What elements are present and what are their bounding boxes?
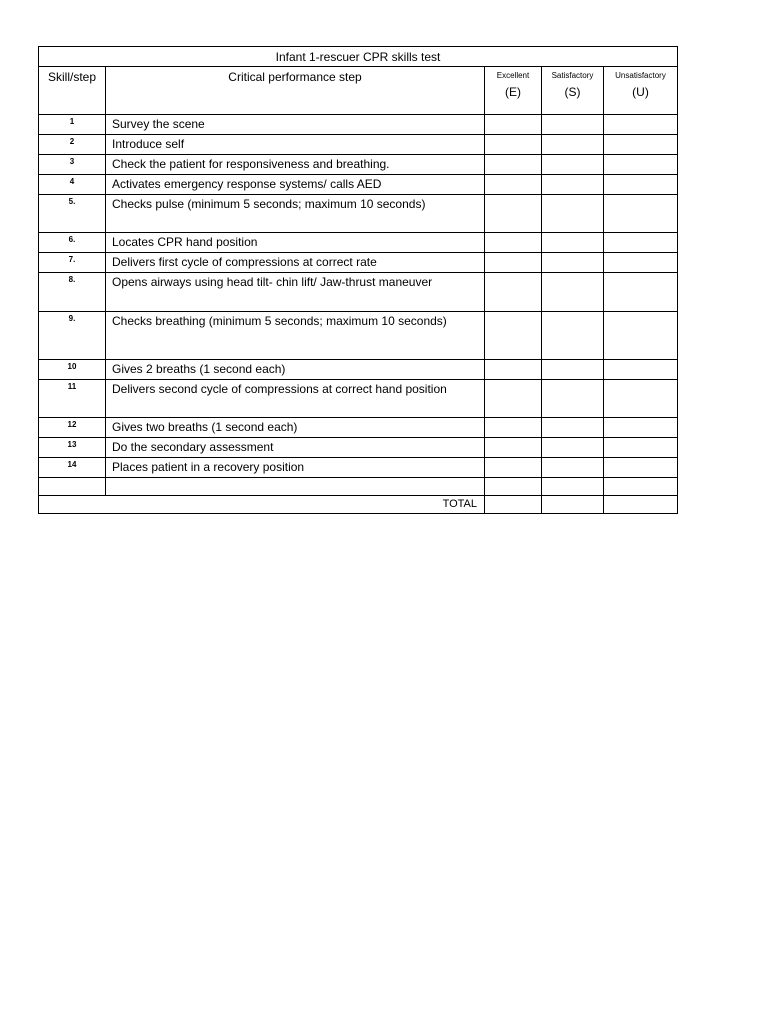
excellent-abbr: (E) (505, 85, 521, 99)
unsatisfactory-cell[interactable] (604, 478, 678, 496)
satisfactory-total-cell[interactable] (542, 496, 604, 514)
unsatisfactory-cell[interactable] (604, 155, 678, 175)
excellent-total-cell[interactable] (485, 496, 542, 514)
table-row (39, 458, 678, 478)
table-row (39, 418, 678, 438)
blank-row (39, 478, 678, 496)
table-row (39, 135, 678, 155)
excellent-cell[interactable] (485, 155, 542, 175)
unsatisfactory-total-cell[interactable] (604, 496, 678, 514)
unsatisfactory-header (604, 67, 678, 115)
row-number: 14 (39, 458, 106, 478)
row-number: 12 (39, 418, 106, 438)
step-text: Do the secondary assessment (106, 438, 485, 458)
blank-step-cell (106, 478, 485, 496)
satisfactory-cell[interactable] (542, 175, 604, 195)
row-number: 10 (39, 360, 106, 380)
step-text: Delivers first cycle of compressions at correct rate (106, 253, 485, 273)
table-row (39, 195, 678, 233)
unsatisfactory-cell[interactable] (604, 233, 678, 253)
step-text: Activates emergency response systems/ calls AED (106, 175, 485, 195)
unsatisfactory-cell[interactable] (604, 418, 678, 438)
excellent-cell[interactable] (485, 175, 542, 195)
header-row (39, 67, 678, 115)
excellent-cell[interactable] (485, 478, 542, 496)
row-number: 1 (39, 115, 106, 135)
unsatisfactory-label: Unsatisfactory (615, 71, 666, 80)
row-number: 7. (39, 253, 106, 273)
satisfactory-cell[interactable] (542, 273, 604, 312)
unsatisfactory-cell[interactable] (604, 360, 678, 380)
excellent-cell[interactable] (485, 360, 542, 380)
satisfactory-header (542, 67, 604, 115)
unsatisfactory-cell[interactable] (604, 273, 678, 312)
satisfactory-cell[interactable] (542, 195, 604, 233)
step-text: Introduce self (106, 135, 485, 155)
excellent-cell[interactable] (485, 135, 542, 155)
row-number: 3 (39, 155, 106, 175)
row-number: 9. (39, 312, 106, 360)
row-number: 4 (39, 175, 106, 195)
table-row (39, 253, 678, 273)
row-number: 13 (39, 438, 106, 458)
satisfactory-cell[interactable] (542, 438, 604, 458)
unsatisfactory-cell[interactable] (604, 135, 678, 155)
excellent-cell[interactable] (485, 253, 542, 273)
table-row (39, 233, 678, 253)
excellent-cell[interactable] (485, 273, 542, 312)
blank-number-cell (39, 478, 106, 496)
step-text: Gives two breaths (1 second each) (106, 418, 485, 438)
excellent-cell[interactable] (485, 233, 542, 253)
unsatisfactory-cell[interactable] (604, 380, 678, 418)
table-title: Infant 1-rescuer CPR skills test (39, 47, 678, 67)
table-row (39, 273, 678, 312)
satisfactory-cell[interactable] (542, 380, 604, 418)
excellent-cell[interactable] (485, 458, 542, 478)
satisfactory-cell[interactable] (542, 115, 604, 135)
step-text: Gives 2 breaths (1 second each) (106, 360, 485, 380)
total-label: TOTAL (39, 496, 485, 514)
excellent-cell[interactable] (485, 380, 542, 418)
table-row (39, 115, 678, 135)
table-row (39, 438, 678, 458)
step-text: Check the patient for responsiveness and breathing. (106, 155, 485, 175)
table-row (39, 175, 678, 195)
row-number: 11 (39, 380, 106, 418)
excellent-cell[interactable] (485, 418, 542, 438)
unsatisfactory-cell[interactable] (604, 175, 678, 195)
excellent-label: Excellent (496, 71, 530, 80)
satisfactory-cell[interactable] (542, 312, 604, 360)
row-number: 2 (39, 135, 106, 155)
satisfactory-cell[interactable] (542, 135, 604, 155)
step-text: Locates CPR hand position (106, 233, 485, 253)
satisfactory-cell[interactable] (542, 478, 604, 496)
row-number: 6. (39, 233, 106, 253)
excellent-cell[interactable] (485, 195, 542, 233)
satisfactory-cell[interactable] (542, 233, 604, 253)
excellent-cell[interactable] (485, 312, 542, 360)
critical-step-header: Critical performance step (106, 67, 485, 115)
step-text: Places patient in a recovery position (106, 458, 485, 478)
table-row (39, 360, 678, 380)
satisfactory-cell[interactable] (542, 360, 604, 380)
title-row (39, 47, 678, 67)
unsatisfactory-cell[interactable] (604, 253, 678, 273)
unsatisfactory-cell[interactable] (604, 458, 678, 478)
unsatisfactory-cell[interactable] (604, 195, 678, 233)
skills-test-table (38, 46, 678, 514)
step-text: Survey the scene (106, 115, 485, 135)
row-number: 8. (39, 273, 106, 312)
satisfactory-cell[interactable] (542, 458, 604, 478)
table-row (39, 312, 678, 360)
step-text: Delivers second cycle of compressions at correct hand position (106, 380, 485, 418)
step-text: Checks breathing (minimum 5 seconds; maximum 10 seconds) (106, 312, 485, 360)
step-text: Opens airways using head tilt- chin lift/ Jaw-thrust maneuver (106, 273, 485, 312)
excellent-cell[interactable] (485, 115, 542, 135)
satisfactory-abbr: (S) (564, 85, 581, 99)
table-row (39, 380, 678, 418)
excellent-header (485, 67, 542, 115)
unsatisfactory-cell[interactable] (604, 438, 678, 458)
satisfactory-cell[interactable] (542, 155, 604, 175)
unsatisfactory-cell[interactable] (604, 312, 678, 360)
total-row (39, 496, 678, 514)
skill-step-header: Skill/step (39, 67, 106, 115)
unsatisfactory-cell[interactable] (604, 115, 678, 135)
row-number: 5. (39, 195, 106, 233)
satisfactory-cell[interactable] (542, 253, 604, 273)
satisfactory-cell[interactable] (542, 418, 604, 438)
satisfactory-label: Satisfactory (551, 71, 594, 80)
excellent-cell[interactable] (485, 438, 542, 458)
step-text: Checks pulse (minimum 5 seconds; maximum 10 seconds) (106, 195, 485, 233)
table-row (39, 155, 678, 175)
unsatisfactory-abbr: (U) (632, 85, 649, 99)
